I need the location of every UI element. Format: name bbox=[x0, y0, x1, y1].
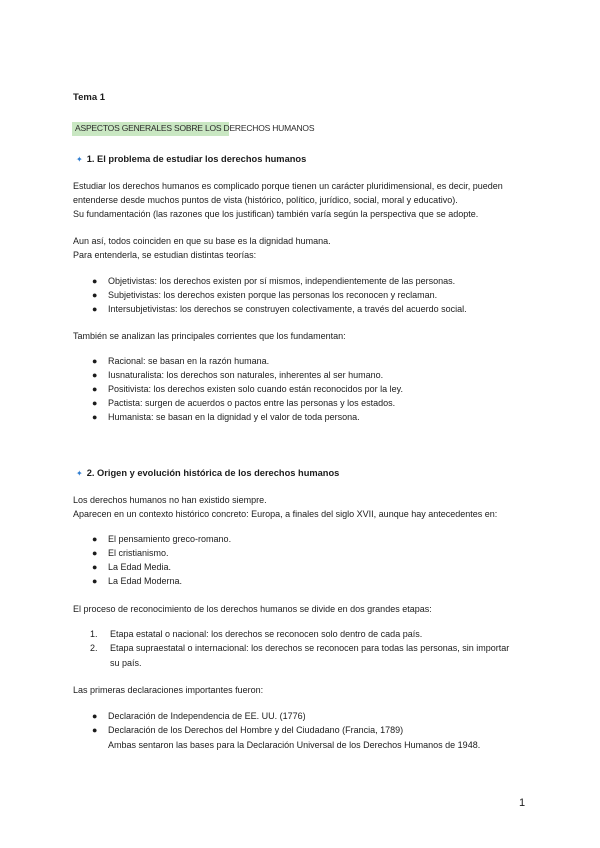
list-item: ● Declaración de los Derechos del Hombre y del Ciudadano (Francia, 1789) bbox=[92, 725, 404, 735]
bullet-icon: ● bbox=[92, 534, 98, 544]
section-1-heading bbox=[76, 154, 306, 164]
paragraph-line: El proceso de reconocimiento de los derechos humanos se divide en dos grandes etapas: bbox=[73, 604, 432, 614]
paragraph-line: Para entenderla, se estudian distintas teorías: bbox=[73, 250, 257, 260]
paragraph-line: Los derechos humanos no han existido siempre. bbox=[73, 495, 267, 505]
sparkle-icon: ✦ bbox=[76, 469, 83, 478]
list-item: ● La Edad Moderna. bbox=[92, 576, 183, 586]
bullet-icon: ● bbox=[92, 412, 98, 422]
list-item: ● El cristianismo. bbox=[92, 548, 169, 558]
list-item: ● Subjetivistas: los derechos existen porque las personas los reconocen y reclaman. bbox=[92, 290, 438, 300]
paragraph-line: Su fundamentación (las razones que los justifican) también varía según la perspectiva que se adopte. bbox=[73, 209, 479, 219]
paragraph-line: entenderse desde muchos puntos de vista (histórico, político, jurídico, social, moral y educativo). bbox=[73, 195, 458, 205]
section-2-title: 2. Origen y evolución histórica de los derechos humanos bbox=[86, 468, 340, 478]
highlighted-heading bbox=[72, 122, 315, 136]
list-item-continuation: Ambas sentaron las bases para la Declaración Universal de los Derechos Humanos de 1948. bbox=[108, 740, 481, 750]
section-1-title: 1. El problema de estudiar los derechos humanos bbox=[86, 154, 307, 164]
list-item: ● Positivista: los derechos existen solo cuando están reconocidos por la ley. bbox=[92, 384, 403, 394]
bullet-icon: ● bbox=[92, 356, 98, 366]
bullet-icon: ● bbox=[92, 398, 98, 408]
paragraph-line: Estudiar los derechos humanos es complicado porque tienen un carácter pluridimensional, es decir, pueden bbox=[73, 181, 503, 191]
list-item: ● Humanista: se basan en la dignidad y el valor de toda persona. bbox=[92, 412, 360, 422]
list-item: ● La Edad Media. bbox=[92, 562, 172, 572]
section-2-heading bbox=[76, 468, 339, 478]
list-item: ● El pensamiento greco-romano. bbox=[92, 534, 232, 544]
paragraph-line: Aun así, todos coinciden en que su base es la dignidad humana. bbox=[73, 236, 331, 246]
list-item: ● Pactista: surgen de acuerdos o pactos entre las personas y los estados. bbox=[92, 398, 396, 408]
paragraph-line: Aparecen en un contexto histórico concreto: Europa, a finales del siglo XVII, aunque hay antecedentes en: bbox=[73, 509, 498, 519]
paragraph-line: También se analizan las principales corrientes que los fundamentan: bbox=[73, 331, 346, 341]
list-item: ● Iusnaturalista: los derechos son naturales, inherentes al ser humano. bbox=[92, 370, 384, 380]
document-title: Tema 1 bbox=[73, 92, 106, 103]
numbered-item: 1. Etapa estatal o nacional: los derechos se reconocen solo dentro de cada país. bbox=[90, 629, 423, 639]
bullet-icon: ● bbox=[92, 725, 98, 735]
sparkle-icon: ✦ bbox=[76, 155, 83, 164]
bullet-icon: ● bbox=[92, 562, 98, 572]
numbered-item: 2. Etapa supraestatal o internacional: los derechos se reconocen para todas las personas, sin importar bbox=[90, 643, 510, 653]
bullet-icon: ● bbox=[92, 290, 98, 300]
bullet-icon: ● bbox=[92, 576, 98, 586]
bullet-icon: ● bbox=[92, 304, 98, 314]
list-item: ● Intersubjetivistas: los derechos se construyen colectivamente, a través del acuerdo social. bbox=[92, 304, 467, 314]
paragraph-line: Las primeras declaraciones importantes fueron: bbox=[73, 685, 264, 695]
bullet-icon: ● bbox=[92, 711, 98, 721]
bullet-icon: ● bbox=[92, 370, 98, 380]
bullet-icon: ● bbox=[92, 384, 98, 394]
list-item: ● Racional: se basan en la razón humana. bbox=[92, 356, 270, 366]
bullet-icon: ● bbox=[92, 276, 98, 286]
bullet-icon: ● bbox=[92, 548, 98, 558]
list-item: ● Declaración de Independencia de EE. UU. (1776) bbox=[92, 711, 306, 721]
numbered-item-continuation: su país. bbox=[110, 658, 142, 668]
list-item: ● Objetivistas: los derechos existen por sí mismos, independientemente de las personas. bbox=[92, 276, 456, 286]
heading-text: ASPECTOS GENERALES SOBRE LOS DERECHOS HUMANOS bbox=[75, 123, 315, 133]
page-number: 1 bbox=[519, 797, 526, 809]
